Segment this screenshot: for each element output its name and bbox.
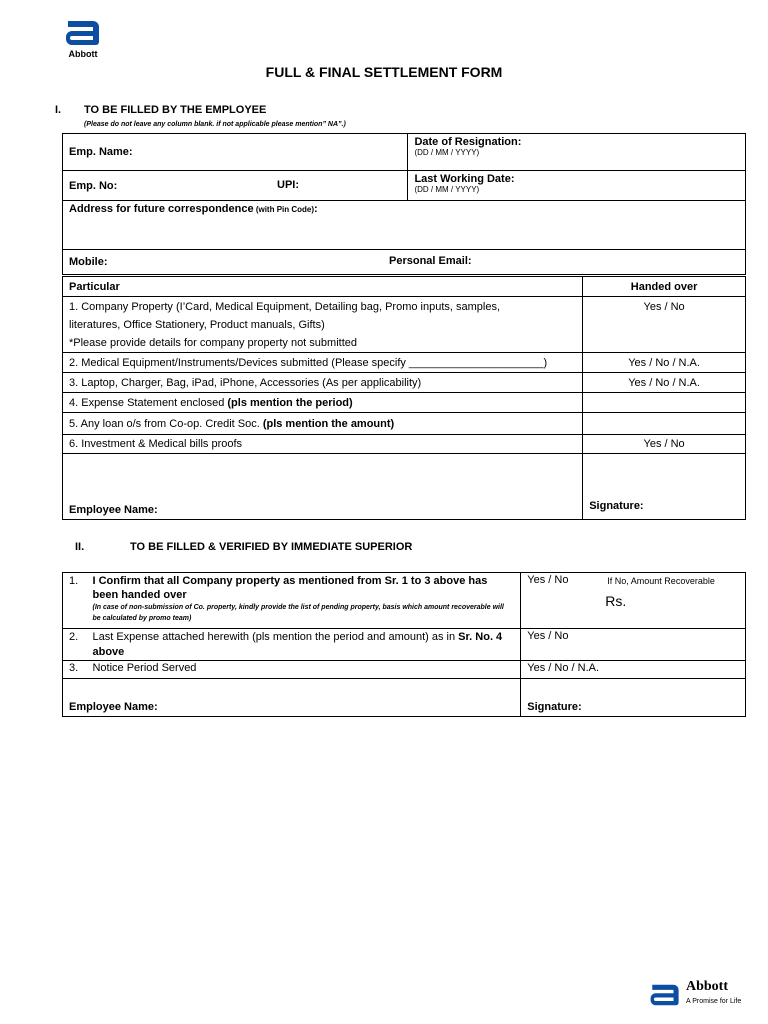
resignation-date-label: Date of Resignation: — [414, 136, 522, 148]
last-working-date-format: (DD / MM / YYYY) — [414, 185, 480, 194]
item4-value[interactable] — [583, 393, 746, 413]
row2-value[interactable]: Yes / No — [521, 629, 746, 661]
superior-name-label: Employee Name: — [69, 701, 158, 713]
upi-label: UPI: — [277, 179, 299, 191]
item1-line3: *Please provide details for company property not submitted — [69, 337, 357, 349]
resignation-date-cell[interactable] — [408, 134, 746, 171]
section1-heading: TO BE FILLED BY THE EMPLOYEE — [84, 104, 267, 116]
address-colon: : — [314, 203, 318, 215]
particular-header: Particular — [63, 277, 583, 297]
item-investment-bills: 6. Investment & Medical bills proofs — [63, 435, 583, 454]
row1-text: I Confirm that all Company property as mentioned from Sr. 1 to 3 above has been handed over — [92, 575, 488, 601]
superior-name-cell[interactable] — [63, 679, 521, 717]
address-cell[interactable] — [63, 201, 746, 250]
section1-number: I. — [55, 104, 62, 116]
item1-line2: literatures, Office Stationery, Product manuals, Gifts) — [69, 319, 325, 331]
resignation-date-format: (DD / MM / YYYY) — [414, 148, 480, 157]
logo-tagline: A Promise for Life — [686, 998, 742, 1005]
row1-text-cell — [84, 573, 520, 629]
item1-line1: 1. Company Property (I’Card, Medical Equipment, Detailing bag, Promo inputs, samples, — [69, 301, 501, 313]
mobile-email-cell[interactable] — [63, 250, 746, 275]
employee-signature-label: Signature: — [589, 500, 644, 512]
last-working-date-cell[interactable] — [408, 171, 746, 201]
rs-label: Rs. — [605, 593, 627, 609]
emp-name-cell[interactable] — [63, 134, 408, 171]
employee-signature-cell[interactable] — [583, 454, 746, 520]
row2-text: Last Expense attached herewith (pls mention the period and amount) as in Sr. No. 4 above — [84, 629, 520, 661]
row1-number: 1. — [63, 573, 85, 629]
superior-signature-cell[interactable] — [521, 679, 746, 717]
section2-heading: TO BE FILLED & VERIFIED BY IMMEDIATE SUPERIOR — [130, 541, 413, 553]
item-company-property — [63, 297, 583, 353]
mobile-label: Mobile: — [69, 256, 108, 268]
employee-info-table — [62, 133, 746, 275]
row3-number: 3. — [63, 661, 85, 679]
row3-value[interactable]: Yes / No / N.A. — [521, 661, 746, 679]
item1-value[interactable]: Yes / No — [583, 297, 746, 353]
logo-wordmark: Abbott — [686, 979, 729, 994]
row1-value-cell[interactable] — [521, 573, 746, 629]
item2-value[interactable]: Yes / No / N.A. — [583, 353, 746, 373]
amount-recoverable-label: If No, Amount Recoverable — [607, 576, 715, 586]
address-pin-note: (with Pin Code) — [253, 205, 315, 214]
item-loan: 5. Any loan o/s from Co-op. Credit Soc. (pls mention the amount) — [63, 413, 583, 435]
handed-over-header: Handed over — [583, 277, 746, 297]
emp-no-label: Emp. No: — [69, 179, 118, 192]
employee-name-label: Employee Name: — [69, 504, 158, 516]
section2-number: II. — [75, 541, 85, 553]
emp-no-cell[interactable] — [63, 171, 408, 201]
row1-note: (In case of non-submission of Co. property, kindly provide the list of pending property, basis which amount recoverable will be calculated by promo team) — [92, 604, 504, 622]
item-laptop-accessories: 3. Laptop, Charger, Bag, iPad, iPhone, Accessories (As per applicability) — [63, 373, 583, 393]
item6-value[interactable]: Yes / No — [583, 435, 746, 454]
abbott-logo-top — [58, 18, 108, 59]
abbott-logo-icon — [63, 18, 103, 48]
emp-name-label: Emp. Name: — [69, 146, 133, 158]
abbott-logo-icon — [648, 980, 682, 1010]
section1-note: (Please do not leave any column blank. if not applicable please mention” NA”.) — [84, 121, 346, 128]
superior-signature-label: Signature: — [527, 701, 582, 713]
row3-text: Notice Period Served — [84, 661, 520, 679]
item5-value[interactable] — [583, 413, 746, 435]
row2-number: 2. — [63, 629, 85, 661]
item-expense-statement: 4. Expense Statement enclosed (pls mention the period) — [63, 393, 583, 413]
item3-value[interactable]: Yes / No / N.A. — [583, 373, 746, 393]
item-medical-equipment: 2. Medical Equipment/Instruments/Devices submitted (Please specify ______________________) — [63, 353, 583, 373]
row1-value: Yes / No — [527, 574, 569, 586]
address-label: Address for future correspondence — [69, 203, 254, 215]
personal-email-label: Personal Email: — [389, 255, 472, 267]
particulars-table — [62, 276, 746, 520]
last-working-date-label: Last Working Date: — [414, 173, 515, 185]
superior-table — [62, 572, 746, 717]
page-title: FULL & FINAL SETTLEMENT FORM — [265, 64, 503, 80]
employee-name-cell[interactable] — [63, 454, 583, 520]
logo-wordmark: Abbott — [68, 49, 98, 59]
abbott-logo-bottom — [648, 977, 748, 1013]
